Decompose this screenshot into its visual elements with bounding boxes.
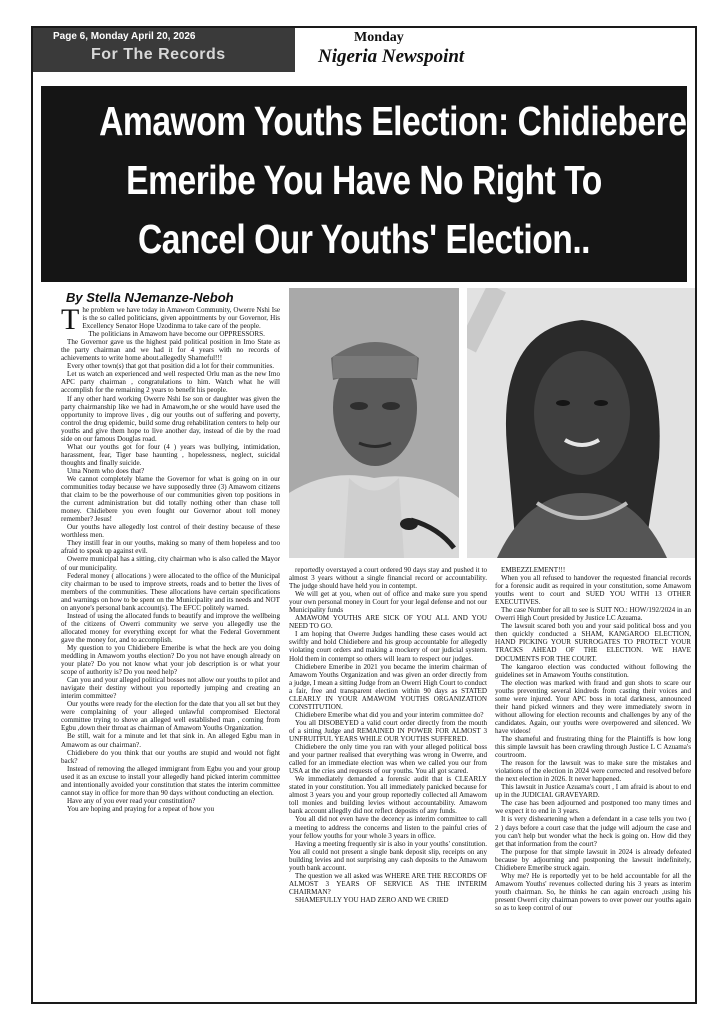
politician-illustration: [289, 288, 459, 558]
column-3-paragraphs: [495, 566, 691, 912]
article-paragraph: We will get at you, when out of office and make sure you spend your own personal money in Court for your legal defense and not our Municipality funds: [289, 590, 487, 615]
article-paragraph: I am hoping that Owerre Judges handling these cases would act swiftly and hold Chidiebere and his group accountable for allegedly violating court orders and making a mockery of our judicial system. Hold them in contempt so others will learn to respect our judges.: [289, 630, 487, 663]
article-paragraph: Instead of using the allocated funds to beautify and improve the wellbeing of the citizens of Owerri community we serve you allegedly use the allocated money for everything except for what the Federal Government gave the money for, and to accomplish.: [61, 611, 280, 644]
article-paragraph: Be still, wait for a minute and let that sink in. An alleged Egbu man in Amawom as our chairman?.: [61, 732, 280, 749]
article-paragraph: Every other town(s) that got that position did a lot for their communities.: [67, 362, 275, 371]
headline-line-2: Emeribe You Have No Right To: [126, 157, 602, 203]
article-paragraph: The Governor gave us the highest paid political position in Imo State as the party chairman and we had it for 4 years with no records of achievements to write home about.allegedly Shameful!!!: [61, 338, 280, 363]
column-2-paragraphs: [289, 566, 487, 904]
article-paragraph: The kangaroo election was conducted without following the guidelines set in Amawom Youths constitution.: [495, 662, 691, 679]
byline: By Stella NJemanze-Neboh: [66, 290, 234, 305]
article-paragraph: Chidiebere do you think that our youths are stupid and would not fight back?: [61, 748, 280, 765]
article-paragraph: EMBEZZLEMENT!!!: [501, 566, 566, 574]
article-paragraph: The shameful and frustrating thing for the Plaintiffs is how long this simple lawsuit has been crawling through Justice L C Azuama's courtroom.: [495, 734, 691, 760]
section-label: For The Records: [91, 46, 226, 63]
article-paragraph: Having a meeting frequently sir is also in your youths' constitution. You all could not present a single bank deposit slip, receipts on any building levies and not surprising any cash deposits to the Amawom youth bank account.: [289, 839, 487, 872]
headline-line-1: Amawom Youths Election: Chidiebere: [99, 98, 687, 144]
article-paragraph: The case has been adjourned and postponed too many times and we expect it to end in 3 years.: [495, 799, 691, 816]
page-info: Page 6, Monday April 20, 2026: [53, 31, 196, 42]
masthead: [296, 28, 695, 72]
article-paragraph: Have any of you ever read your constitution?: [67, 796, 196, 805]
drop-cap: T: [61, 306, 80, 336]
article-paragraph: You are hoping and praying for a repeat of how you: [67, 804, 215, 813]
article-column-2: [289, 566, 487, 998]
article-paragraph: My question to you Chidiebere Emeribe is what the heck are you doing meddling in Amawom youths election? Do you not have enough already on your plate? Do you not know what your job description is or what your scope of authority is? Do you need help?: [61, 643, 280, 677]
article-paragraph: Chidiebere the only time you ran with your alleged political boss and your partner realised that everything was wrong in Owerre, and called for an immediate election was when we called you our from USA at the cries and requests of our youths. You all got scared.: [289, 743, 487, 776]
article-paragraph: The reason for the lawsuit was to make sure the mistakes and violations of the election in 2024 were corrected and resolved before the next election in 2026. It never happened.: [495, 759, 691, 784]
article-paragraph: Instead of removing the alleged immigrant from Egbu you and your group used it as an excuse to install your allegedly hand picked interim committee and intentionally avoided your constitution that states the interim committee cannot stay in office for more than 90 days without conducting an election.: [61, 764, 280, 797]
article-paragraph: The lawsuit scared both you and your said political boss and you then quickly conducted a SHAM, KANGAROO ELECTION, HAND PICKING YOUR SURROGATES TO PROTECT YOUR TRACKS AHEAD OF THE ELECTION. WE HAVE DOCUMENTS FOR THE COURT.: [495, 622, 691, 663]
masthead-day: Monday: [354, 30, 404, 45]
article-paragraph: What our youths got for four (4 ) years was bullying, intimidation, harassment, fear, Tiger base haunting , hopelessness, neglect, suicidal thoughts and finally suicide.: [61, 442, 280, 467]
article-paragraph: AMAWOM YOUTHS ARE SICK OF YOU ALL AND YOU NEED TO GO.: [289, 614, 487, 631]
article-paragraph: The question we all asked was WHERE ARE THE RECORDS OF ALMOST 3 YEARS OF SERVICE AS THE INTERIM CHAIRMAN?: [289, 871, 487, 896]
article-paragraph: Our youths have allegedly lost control of their destiny because of these worthless men.: [61, 523, 280, 540]
article-paragraph: SHAMEFULLY YOU HAD ZERO AND WE CRIED: [295, 895, 449, 904]
article-paragraph: Chidiebere Emeribe in 2021 you became the interim chairman of Amawom Youths Organization and was given an order directly from a judge, I mean a sitting Judge from an Owerri High Court to conduct a fair, free and transparent election within 90 days as STATED CLEARLY IN YOUR AMAWOM YOUTHS ORGANIZATION CONSTITUTION.: [289, 662, 487, 711]
article-paragraph: This lawsuit in Justice Azuama's court , I am afraid is about to end up in the JUDICIAL GRAVEYARD.: [495, 783, 691, 800]
page-header: [33, 28, 695, 72]
article-paragraph: The purpose for that simple lawsuit in 2024 is already defeated because by adjourning and postponing the lawsuit indefinitely, Chidiebere Emeribe struck again.: [495, 847, 691, 872]
header-dark-block: [33, 28, 295, 72]
column-1-paragraphs: [61, 306, 280, 813]
article-paragraph: They instill fear in our youths, making so many of them hopeless and too afraid to speak up against evil.: [61, 539, 280, 556]
photo-woman: [467, 288, 695, 558]
article-paragraph: We immediately demanded a forensic audit that is CLEARLY stated in your constitution. You all immediately panicked because for almost 3 years you and your group reportedly collected all Amawom toll monies and building levies without accountability. Amawom bank account allegdly did not reflect deposits of any funds.: [289, 775, 487, 816]
woman-illustration: [467, 288, 695, 558]
masthead-name: Nigeria Newspoint: [318, 46, 465, 67]
article-paragraph: It is very disheartening when a defendant in a case tells you two ( 2 ) days before a court case that the judge will adjourn the case and you can't help but wonder what the heck is going on. How did they get that information from the court?: [495, 815, 691, 848]
article-paragraph: reportedly overstayed a court ordered 90 days stay and pushed it to almost 3 years without a single financial record or accountability. The judge should have held you in contempt.: [289, 566, 487, 591]
article-paragraph: he problem we have today in Amawom Community, Owerre Nshi Ise is the so called politicians, given appointments by our Governor, His Excellency Senator Hope Uzodinma to take care of the people.: [82, 306, 280, 331]
article-paragraph: Why me? He is reportedly yet to be held accountable for all the Amawom Youths' revenues collected during his 3 years as interim youth chairman. So, he thinks he can again encroach ,using his present Owerri city chairman powers to over power our youths again so as to keep control of our: [495, 871, 691, 912]
article-paragraph: When you all refused to handover the requested financial records for a forensic audit as required in your constitution, some Amawom youths went to court and SUED YOU WITH 13 OTHER EXECUTIVES.: [495, 574, 691, 607]
article-paragraph: Federal money ( allocations ) were allocated to the office of the Municipal city chairman to be used to improve streets, roads and to better the lives of members of the communities. These allocations have certain specifications and warnings on how to be spent on the Municipality and its needs and NOT on anyone's personal bank account(s). The EFCC politely warned.: [61, 571, 280, 612]
article-paragraph: If any other hard working Owerre Nshi Ise son or daughter was given the party chairmanship like we had in Amawom,he or she would have used the opportunity to improve lives , dig our youths out of suffering and poverty, control the drug epidemic, build some drug rehabilitation centers to help our youths and give them hope to live another day, instead of die by the road side on our famous Douglas road.: [61, 394, 280, 443]
article-paragraph: We cannot completely blame the Governor for what is going on in our communities today because we have supposedly three (3) Amawom citizens that claim to be the powerhouse of our communities given top positions in the current administration but did totally nothing other than chase toll money. Chidiebere you even fought our Governor about toll money remember? Jesus!: [61, 474, 280, 524]
photo-politician: [289, 288, 459, 558]
headline-banner: [41, 86, 687, 282]
article-paragraph: You all DISOBEYED a valid court order directly from the mouth of a sitting Judge and REMAINED IN POWER FOR ALMOST 3 UNFRUITFUL YEARS WHILE OUR YOUTHS SUFFERED.: [289, 718, 487, 743]
newspaper-page: [31, 26, 697, 1004]
article-paragraph: Can you and your alleged political bosses not allow our youths to pilot and navigate their destiny without you reportedly jumping and creating an interim committee?: [61, 676, 280, 701]
article-paragraph: Owerre municipal has a sitting, city chairman who is also called the Mayor of our municipality.: [61, 555, 280, 572]
article-paragraph: The election was marked with fraud and gun shots to scare our youths preventing several kindreds from casting their voices and some were injured. Your APC boss in total darkness, announced their hand picked winners and they were immediately sworn in without allowing for election recounts and challenges by any of the candidates. Again, our youths were overpowered and silenced. We have videos!: [495, 678, 691, 735]
article-paragraph: Our youths were ready for the election for the date that you all set but they were complaining of your alleged unlawful compromised Electoral committee trying to shove an alleged well established man , coming from Egbu ,down their throat as chairman of Amawom Youths Organization.: [61, 700, 280, 733]
article-paragraph: Uma Nnem who does that?: [67, 466, 145, 475]
article-paragraph: Chidiebere Emeribe what did you and your interim committee do?: [295, 710, 484, 719]
article-paragraph: The case Number for all to see is SUIT NO.: HOW/192/2024 in an Owerri High Court presided by Justice LC Azuama.: [495, 606, 691, 623]
article-paragraph: You all did not even have the decency as interim committee to call a meeting to address the concerns and listen to the painful cries of your fellow youths for your whole 3 years in office.: [289, 815, 487, 840]
article-column-3: [495, 566, 691, 998]
article-paragraph: Let us watch an experienced and well respected Orlu man as the new Imo APC party chairman , congratulations to him. Watch what he will accomplish for the remaining 2 years to benefit his people.: [61, 370, 280, 395]
article-column-1: [61, 306, 280, 996]
headline-line-3: Cancel Our Youths' Election..: [137, 216, 591, 262]
article-paragraph: The politicians in Amawom have become our OPPRESSORS.: [88, 330, 265, 339]
